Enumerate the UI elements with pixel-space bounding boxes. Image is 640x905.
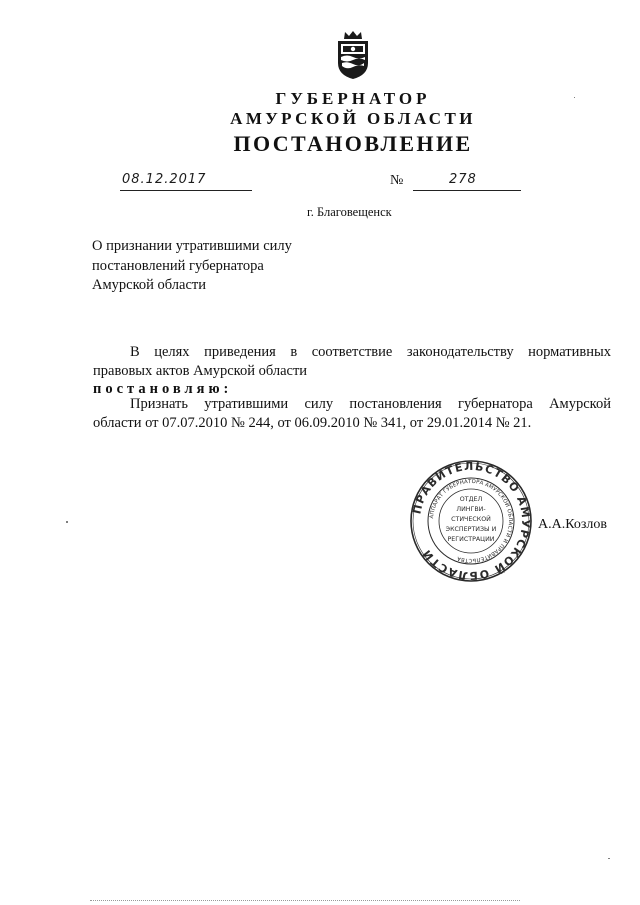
document-type-title: ПОСТАНОВЛЕНИЕ (233, 131, 473, 156)
scan-speck (574, 97, 575, 98)
decree-word: постановляю: (93, 381, 233, 397)
stamp-outer-text: ПРАВИТЕЛЬСТВО АМУРСКОЙ ОБЛАСТИ (410, 459, 533, 583)
city-name: г. Благовещенск (307, 205, 392, 219)
decision-paragraph (93, 395, 611, 433)
decision-line-2: области от 07.07.2010 № 244, от 06.09.2010 № 341, от 29.01.2014 № 21. (93, 415, 532, 431)
subject-line: постановлений губернатора (92, 257, 264, 274)
coat-of-arms-emblem (331, 30, 375, 80)
number-label: № (390, 173, 404, 188)
number-handwritten: 278 (449, 172, 477, 187)
stamp-center-line: ЭКСПЕРТИЗЫ И (445, 526, 497, 533)
document-subject (92, 237, 352, 296)
subject-line: О признании утратившими силу (92, 238, 292, 254)
date-field (120, 172, 252, 191)
stamp-center-line: РЕГИСТРАЦИИ (447, 536, 495, 543)
preamble-paragraph (93, 343, 611, 381)
scan-speck (608, 858, 610, 859)
header-region: АМУРСКОЙ ОБЛАСТИ (230, 109, 476, 128)
official-round-stamp (409, 459, 533, 583)
number-field (413, 172, 521, 191)
stamp-center-text (446, 496, 497, 543)
header-governor: ГУБЕРНАТОР (275, 89, 431, 108)
preamble-line-2: правовых актов Амурской области (93, 363, 308, 379)
stamp-center-line: ЛИНГВИ- (456, 506, 486, 513)
stamp-center-line: ОТДЕЛ (459, 496, 483, 503)
signer-name: А.А.Козлов (538, 517, 607, 532)
scan-speck (66, 521, 68, 523)
stamp-center-line: СТИЧЕСКОЙ (451, 516, 491, 523)
scan-edge-line (90, 900, 520, 901)
decision-line-1: Признать утратившими силу постановления губернатора Амурской (130, 396, 611, 412)
preamble-line-1: В целях приведения в соответствие законодательству нормативных (130, 344, 611, 360)
subject-line: Амурской области (92, 277, 206, 293)
stamp-inner-text: АППАРАТ ГУБЕРНАТОРА АМУРСКОЙ ОБЛАСТИ И ПРАВИТЕЛЬСТВА (429, 478, 514, 564)
date-handwritten: 08.12.2017 (122, 172, 207, 187)
